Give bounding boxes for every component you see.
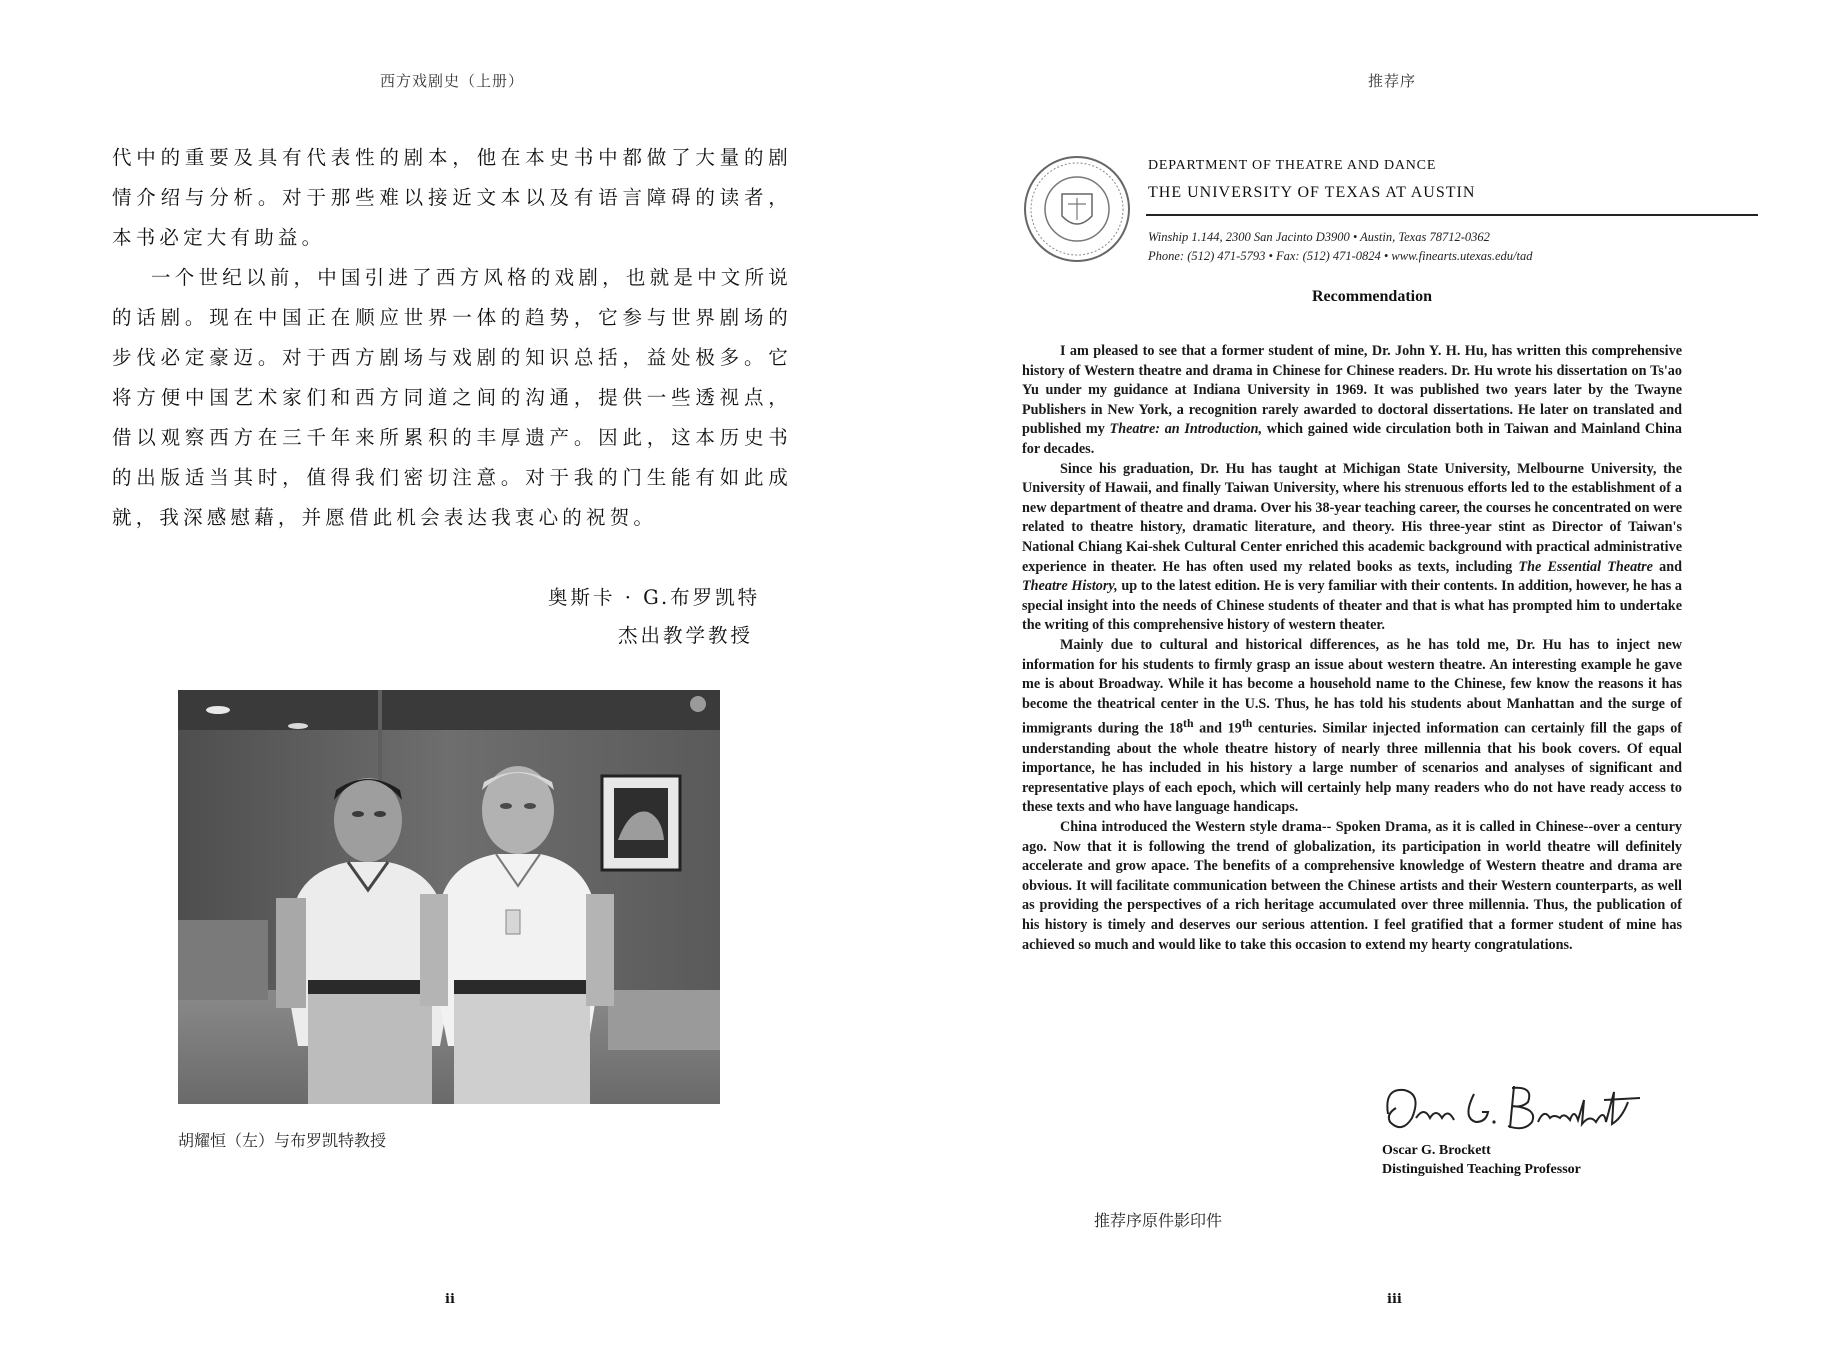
left-page [0, 0, 915, 1358]
book-title: The Essential Theatre [1518, 558, 1653, 575]
handwritten-signature [1378, 1078, 1648, 1140]
letter-text: and [1652, 558, 1683, 575]
letter-text: which gained wide circulation both in Taiwan and Mainland China for decades. [1022, 421, 1682, 457]
page-number: iii [1387, 1292, 1402, 1307]
letterhead-contact: Phone: (512) 471-5793 • Fax: (512) 471-0824 • www.finearts.utexas.edu/tad [1148, 249, 1533, 263]
letterhead-address: Winship 1.144, 2300 San Jacinto D3900 • Austin, Texas 78712-0362 [1148, 230, 1490, 244]
letter-paragraph [1022, 342, 1682, 460]
superscript: th [1241, 716, 1253, 731]
letter-text: Since his graduation, Dr. Hu has taught at Michigan State University, Melbourne University, the University of Hawaii, and finally Taiwan University, where his strenuous efforts led to the establishment of a new department of theatre and drama. Over his 38-year teaching career, the courses he concentrated on were related to theatre history, dramatic literature, and theory. His three-year stint as Director of Taiwan's National Chiang Kai-shek Cultural Center enriched this academic background with practical administrative experience in theater. He has often used my related books as texts, including [1022, 460, 1682, 575]
book-title: Theatre History, [1022, 578, 1118, 595]
letter-text: up to the latest edition. He is very familiar with their contents. In addition, however, he has a special insight into the needs of Chinese students of theater and that is what has prompted him to undertake the writing of this comprehensive history of western theater. [1022, 578, 1682, 634]
letter-text: I am pleased to see that a former student of mine, Dr. John Y. H. Hu, has written this comprehensive history of Western theatre and drama in Chinese for Chinese readers. Dr. Hu wrote his dissertation on Ts'ao Yu under my guidance at Indiana University in 1969. It was published two years later by the Twayne Publishers in New York, a recognition rarely awarded to doctoral dissertations. He later on translated and published my [1022, 343, 1682, 438]
body-text [112, 138, 792, 538]
book-title: Theatre: an Introduction, [1109, 421, 1263, 438]
right-page [916, 0, 1831, 1358]
letter-scan [1022, 150, 1722, 1190]
photo-caption: 胡耀恒（左）与布罗凯特教授 [178, 1131, 387, 1150]
signer-title: Distinguished Teaching Professor [1382, 1162, 1581, 1177]
letter-paragraph [1022, 460, 1682, 636]
signer-name: Oscar G. Brockett [1382, 1143, 1491, 1158]
letter-paragraph [1022, 636, 1682, 818]
letterhead-address-block [1148, 228, 1533, 266]
running-head: 推荐序 [1368, 72, 1417, 90]
letter-text: centuries. Similar injected information can certainly fill the gaps of understanding about the whole theatre history of nearly three millennia that his book covers. Of equal importance, he has included in his history a large number of scenarios and analyses of significant and representative plays of each epoch, which will certainly help many readers who do not have ready access to these texts and who have language handicaps. [1022, 721, 1683, 816]
letter-text: and 19 [1193, 721, 1242, 738]
running-head: 西方戏剧史（上册） [380, 72, 525, 90]
signature-title: 杰出教学教授 [618, 624, 754, 647]
letter-text: Mainly due to cultural and historical differences, as he has told me, Dr. Hu has to inject new information for his students to firmly grasp an issue about western theatre. An interesting example he gave me is about Broadway. While it has become a household name to the Chinese, few know the reasons it has become the theatrical center in the U.S. Thus, he has told his students about Manhattan and the surge of immigrants during the 18 [1022, 636, 1682, 738]
university-seal-icon [1022, 154, 1132, 264]
letterhead-university: THE UNIVERSITY OF TEXAS AT AUSTIN [1148, 184, 1476, 201]
superscript: th [1183, 716, 1194, 731]
signature-name: 奥斯卡 · G.布罗凯特 [548, 586, 761, 609]
scan-caption: 推荐序原件影印件 [1094, 1211, 1223, 1230]
photo [178, 690, 720, 1104]
paragraph: 代中的重要及具有代表性的剧本，他在本史书中都做了大量的剧情介绍与分析。对于那些难以接近文本以及有语言障碍的读者，本书必定大有助益。 [112, 146, 792, 249]
page-number: ii [445, 1292, 455, 1307]
letter-paragraph: China introduced the Western style drama-- Spoken Drama, as it is called in Chinese--over a century ago. Now that it is following the trend of globalization, its participation in world theatre will definitely accelerate and grow apace. The benefits of a comprehensive knowledge of Western theatre and drama are obvious. It will facilitate communication between the Chinese artists and their Western counterparts, as well as providing the perspectives of a rich heritage accumulated over three millennia. Thus, the publication of his history is timely and deserves our serious attention. I feel gratified that a former student of mine has achieved so much and would like to take this occasion to extend my hearty congratulations. [1022, 818, 1682, 953]
paragraph: 一个世纪以前，中国引进了西方风格的戏剧，也就是中文所说的话剧。现在中国正在顺应世界一体的趋势，它参与世界剧场的步伐必定豪迈。对于西方剧场与戏剧的知识总括，益处极多。它将方便中国艺术家们和西方同道之间的沟通，提供一些透视点，借以观察西方在三千年来所累积的丰厚遗产。因此，这本历史书的出版适当其时，值得我们密切注意。对于我的门生能有如此成就，我深感慰藉，并愿借此机会表达我衷心的祝贺。 [112, 266, 792, 529]
letter-title: Recommendation [1312, 288, 1432, 305]
letter-body [1022, 342, 1682, 955]
letterhead-department: DEPARTMENT OF THEATRE AND DANCE [1148, 158, 1437, 173]
letterhead-rule [1146, 214, 1758, 216]
